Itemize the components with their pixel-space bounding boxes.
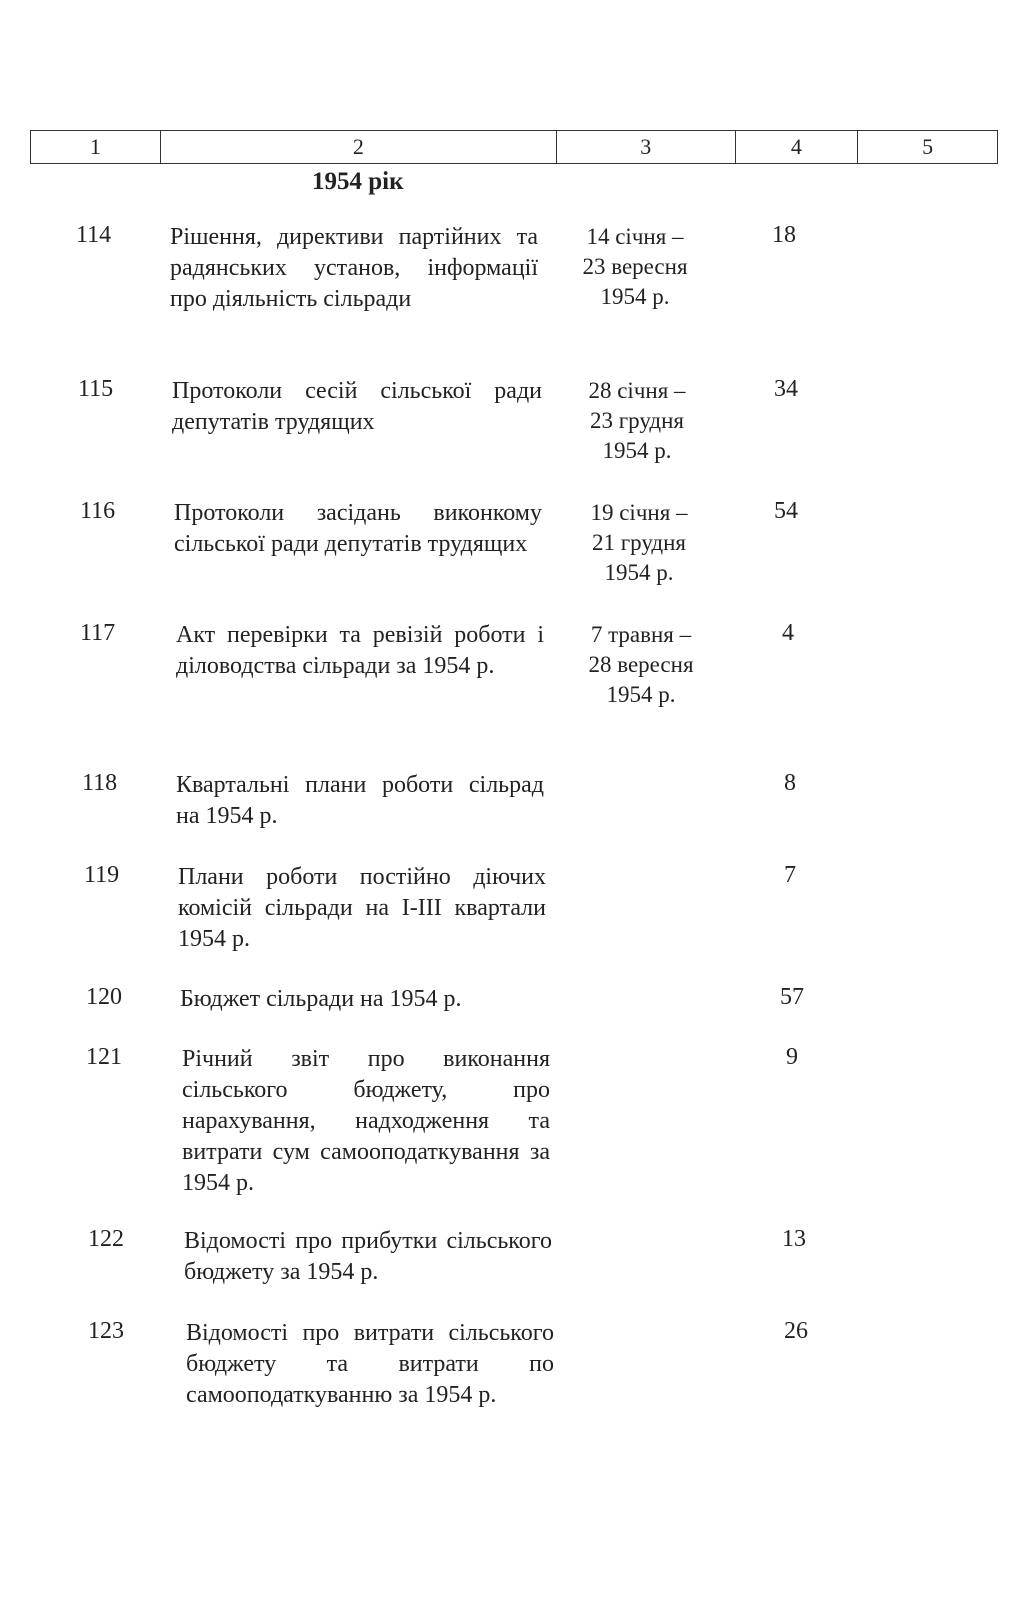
date-end: 28 вересня xyxy=(588,652,694,677)
header-col-3: 3 xyxy=(557,131,736,163)
date-year: 1954 р. xyxy=(600,284,670,309)
item-title: Рішення, директиви партійних та радянських установ, інформації про діяльність сільради xyxy=(170,224,538,312)
sheet-count: 57 xyxy=(780,984,804,1010)
date-end: 23 грудня xyxy=(589,408,685,433)
sheet-count: 34 xyxy=(774,376,798,402)
item-title: Протоколи сесій сільської ради депутатів трудящих xyxy=(172,378,542,435)
sheet-count: 54 xyxy=(774,498,798,524)
item-number: 120 xyxy=(86,984,122,1010)
date-start: 14 січня – xyxy=(586,224,684,249)
header-col-1: 1 xyxy=(31,131,161,163)
item-number: 122 xyxy=(88,1226,124,1252)
date-end: 21 грудня xyxy=(591,530,687,555)
date-end: 23 вересня xyxy=(582,254,688,279)
item-number: 116 xyxy=(80,498,116,524)
item-title: Річний звіт про виконання сільського бюджету, про нарахування, надходження та витрати сум самооподаткування за 1954 р. xyxy=(182,1046,550,1196)
date-start: 28 січня – xyxy=(588,378,686,403)
sheet-count: 8 xyxy=(784,770,796,796)
item-number: 118 xyxy=(82,770,118,796)
item-title: Плани роботи постійно діючих комісій сільради на I-III квартали 1954 р. xyxy=(178,864,546,952)
header-col-4: 4 xyxy=(736,131,859,163)
item-title: Відомості про витрати сільського бюджету та витрати по самооподаткуванню за 1954 р. xyxy=(186,1320,554,1408)
item-dates xyxy=(562,376,712,466)
item-dates xyxy=(560,222,710,312)
item-number: 123 xyxy=(88,1318,124,1344)
sheet-count: 26 xyxy=(784,1318,808,1344)
sheet-count: 7 xyxy=(784,862,796,888)
item-number: 117 xyxy=(80,620,116,646)
date-start: 7 травня – xyxy=(590,622,692,647)
sheet-count: 4 xyxy=(782,620,794,646)
header-col-5: 5 xyxy=(922,134,934,159)
date-year: 1954 р. xyxy=(602,438,672,463)
item-number: 115 xyxy=(78,376,114,402)
item-title: Відомості про прибутки сільського бюджету за 1954 р. xyxy=(184,1228,552,1285)
item-title: Бюджет сільради на 1954 р. xyxy=(180,986,462,1012)
sheet-count: 13 xyxy=(782,1226,806,1252)
date-year: 1954 р. xyxy=(606,682,676,707)
sheet-count: 9 xyxy=(786,1044,798,1070)
column-number-header xyxy=(30,130,998,164)
sheet-count: 18 xyxy=(772,222,796,248)
item-dates xyxy=(564,498,714,588)
item-title: Протоколи засідань виконкому сільської ради депутатів трудящих xyxy=(174,500,542,557)
item-number: 121 xyxy=(86,1044,122,1070)
date-year: 1954 р. xyxy=(604,560,674,585)
item-dates xyxy=(566,620,716,710)
item-title: Квартальні плани роботи сільрад на 1954 р. xyxy=(176,772,544,829)
item-number: 114 xyxy=(76,222,112,248)
year-heading: 1954 рік xyxy=(312,168,404,195)
item-title: Акт перевірки та ревізій роботи і діловодства сільради за 1954 р. xyxy=(176,622,544,679)
date-start: 19 січня – xyxy=(590,500,688,525)
item-number: 119 xyxy=(84,862,120,888)
header-col-2: 2 xyxy=(161,131,557,163)
